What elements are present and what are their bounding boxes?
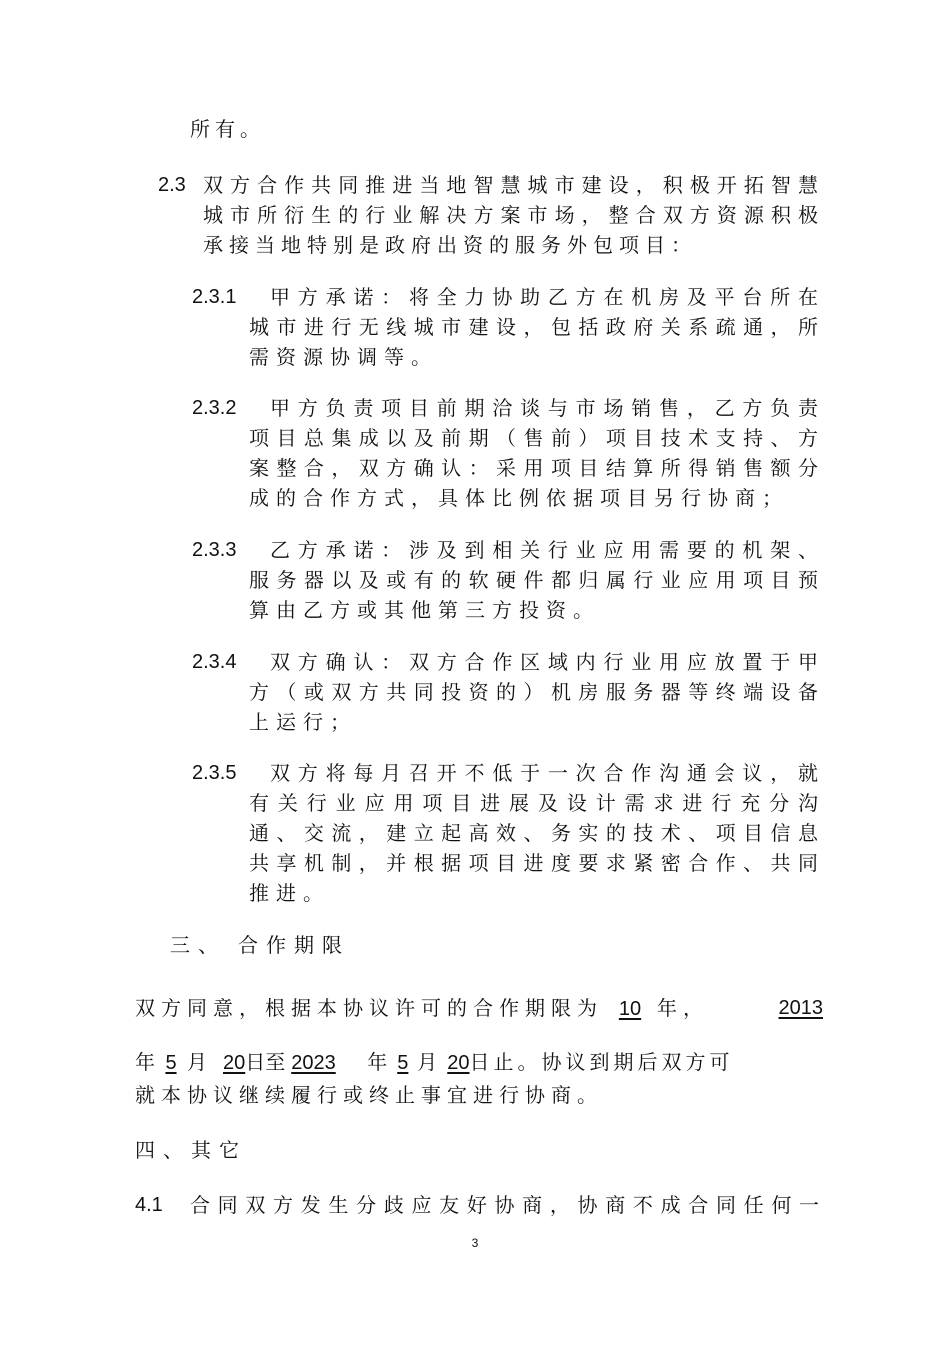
term-end-year: 2023 <box>291 1052 336 1074</box>
term-month-unit-1: 月 <box>187 1050 207 1074</box>
section-number-2-3-5: 2.3.5 <box>192 762 237 784</box>
section-number-4-1: 4.1 <box>135 1194 163 1216</box>
section-2-3-1-line-1: 甲方承诺：将全力协助乙方在机房及平台所在 <box>270 285 821 309</box>
section-2-3-1-line-2: 城市进行无线城市建设，包括政府关系疏通，所 <box>249 315 821 339</box>
section-2-3-5-line-5: 推进。 <box>249 881 330 905</box>
term-year-unit: 年， <box>657 996 709 1020</box>
section-2-3-line-3: 承接当地特别是政府出资的服务外包项目： <box>203 233 697 257</box>
term-start-day: 20 <box>223 1052 246 1074</box>
term-until-text: 日至 <box>245 1050 286 1074</box>
section-2-3-4-line-3: 上运行； <box>249 710 357 734</box>
section-2-3-2-line-4: 成的合作方式，具体比例依据项目另行协商； <box>249 486 789 510</box>
section-2-3-2-line-2: 项目总集成以及前期（售前）项目技术支持、方 <box>249 426 821 450</box>
term-line-3: 就本协议继续履行或终止事宜进行协商。 <box>135 1083 603 1107</box>
term-year-unit-2: 年 <box>135 1050 155 1074</box>
heading-3-title: 合作期限 <box>238 933 350 957</box>
section-2-3-line-2: 城市所衍生的行业解决方案市场，整合双方资源积极 <box>203 203 821 227</box>
section-2-3-3-line-1: 乙方承诺：涉及到相关行业应用需要的机架、 <box>270 538 821 562</box>
term-start-month: 5 <box>165 1052 177 1074</box>
section-2-3-line-1: 双方合作共同推进当地智慧城市建设，积极开拓智慧 <box>203 173 821 197</box>
heading-4: 四、其它 <box>135 1138 247 1162</box>
section-2-3-1-line-3: 需资源协调等。 <box>249 345 438 369</box>
section-number-2-3-1: 2.3.1 <box>192 286 237 308</box>
term-end-day: 20 <box>447 1052 470 1074</box>
term-line-1 <box>135 993 823 1024</box>
section-2-3-2-line-1: 甲方负责项目前期洽谈与市场销售，乙方负责 <box>270 396 821 420</box>
term-years-value: 10 <box>618 998 642 1020</box>
section-2-3-3-line-3: 算由乙方或其他第三方投资。 <box>249 598 600 622</box>
heading-3-number: 三、 <box>170 933 226 957</box>
section-number-2-3-2: 2.3.2 <box>192 397 237 419</box>
section-4-1-line-1: 合同双方发生分歧应友好协商，协商不成合同任何一 <box>190 1193 822 1217</box>
section-2-3-3-line-2: 服务器以及或有的软硬件都归属行业应用项目预 <box>249 568 821 592</box>
section-2-3-2-line-3: 案整合，双方确认：采用项目结算所得销售额分 <box>249 456 821 480</box>
term-end-text: 日止。协议到期后双方可 <box>469 1050 734 1074</box>
paragraph-continuation: 所有。 <box>190 117 265 141</box>
term-intro-text: 双方同意，根据本协议许可的合作期限为 <box>135 996 603 1020</box>
section-2-3-5-line-4: 共享机制，并根据项目进度要求紧密合作、共同 <box>249 851 821 875</box>
term-line-2 <box>135 1047 823 1078</box>
section-number-2-3-3: 2.3.3 <box>192 539 237 561</box>
page-number: 3 <box>471 1236 479 1250</box>
term-year-unit-3: 年 <box>367 1050 388 1074</box>
section-2-3-4-line-1: 双方确认：双方合作区域内行业用应放置于甲 <box>270 650 821 674</box>
term-month-unit-2: 月 <box>417 1050 438 1074</box>
section-2-3-5-line-3: 通、交流，建立起高效、务实的技术、项目信息 <box>249 821 821 845</box>
section-2-3-5-line-2: 有关行业应用项目进展及设计需求进行充分沟 <box>249 791 821 815</box>
section-number-2-3: 2.3 <box>158 174 186 196</box>
section-number-2-3-4: 2.3.4 <box>192 651 237 673</box>
term-end-month: 5 <box>397 1052 409 1074</box>
term-start-year: 2013 <box>778 997 823 1019</box>
section-2-3-5-line-1: 双方将每月召开不低于一次合作沟通会议，就 <box>270 761 821 785</box>
section-2-3-4-line-2: 方（或双方共同投资的）机房服务器等终端设备 <box>249 680 821 704</box>
